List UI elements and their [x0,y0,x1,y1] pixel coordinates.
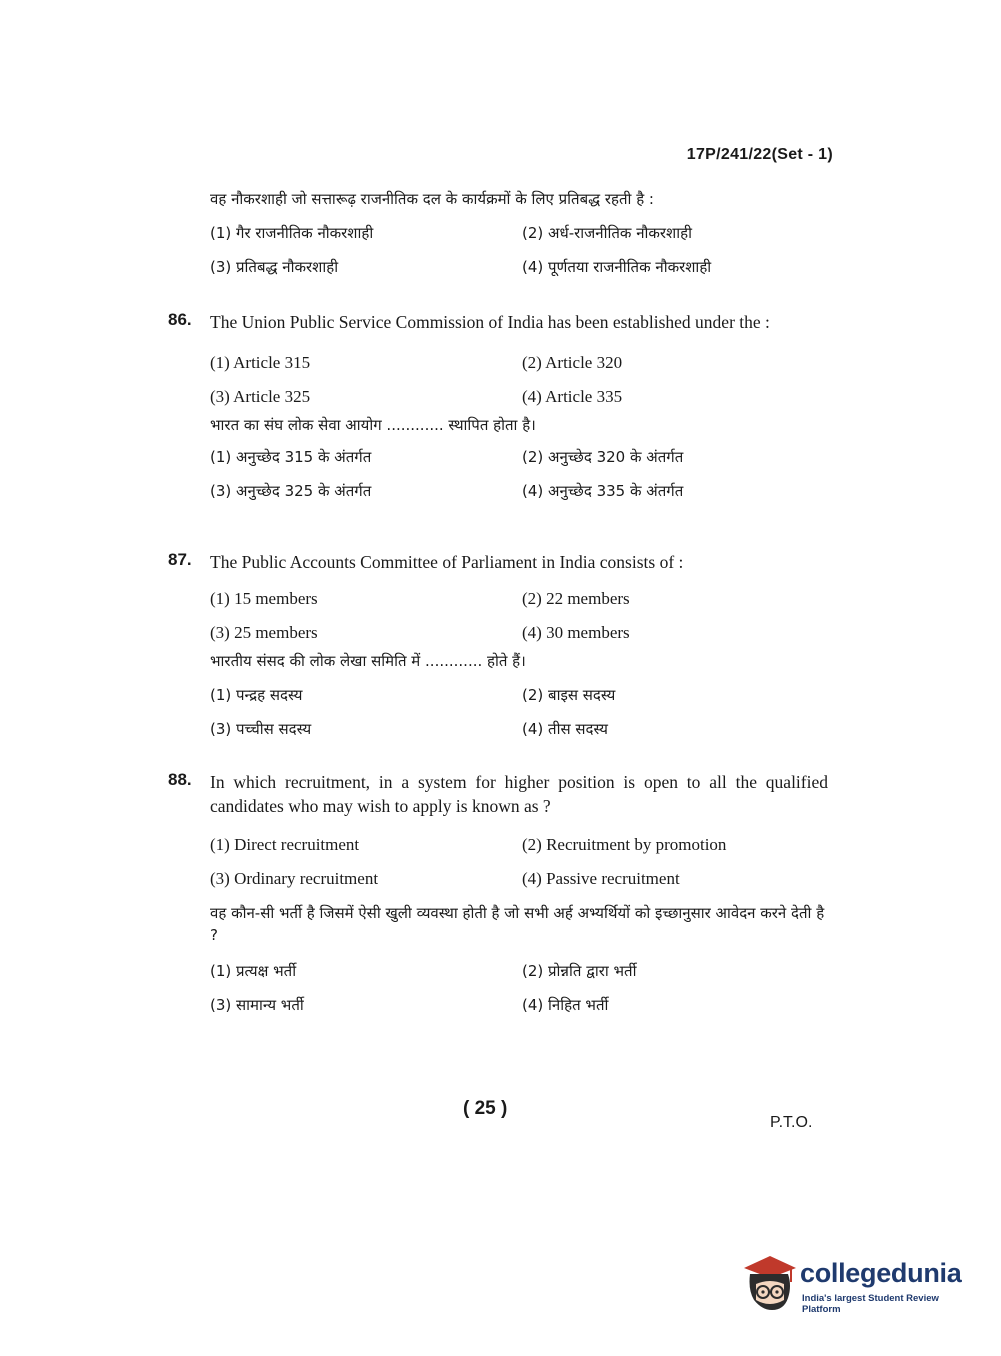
question-87 [168,550,828,746]
question-text: In which recruitment, in a system for higher position is open to all the qualified candidates who may wish to apply is known as ? [210,772,828,816]
option: (2) बाइस सदस्य [522,686,616,704]
question-options [210,582,828,650]
option: (4) अनुच्छेद 335 के अंतर्गत [522,482,684,500]
option: (2) प्रोन्नति द्वारा भर्ती [522,962,637,980]
option: (2) Recruitment by promotion [522,835,727,854]
question-text: The Union Public Service Commission of India has been established under the : [210,312,770,332]
page-number: ( 25 ) [463,1098,508,1119]
paper-code: 17P/241/22(Set - 1) [686,146,833,163]
option: (4) Passive recruitment [522,869,680,888]
question-number: 88. [168,770,192,789]
option: (3) प्रतिबद्ध नौकरशाही [210,258,339,276]
logo-tagline: India's largest Student Review Platform [802,1293,939,1315]
option: (1) अनुच्छेद 315 के अंतर्गत [210,448,372,466]
option: (4) निहित भर्ती [522,996,609,1014]
question-86 [168,310,828,508]
prev-question-block [168,188,828,284]
option: (3) Ordinary recruitment [210,869,379,888]
option: (1) पन्द्रह सदस्य [210,686,303,704]
option: (2) Article 320 [522,353,623,372]
collegedunia-logo [740,1250,970,1320]
question-hindi-text: भारत का संघ लोक सेवा आयोग ............ स्थापित होता है। [210,416,536,434]
option: (4) तीस सदस्य [522,720,608,738]
question-hindi-text: वह कौन-सी भर्ती है जिसमें ऐसी खुली व्यवस्था होती है जो सभी अर्ह अभ्यर्थियों को इच्छानुसार आवेदन करने देती है ? [210,904,825,944]
option: (4) पूर्णतया राजनीतिक नौकरशाही [522,258,712,276]
option: (1) Direct recruitment [210,835,360,854]
logo-wordmark: collegedunia [800,1258,962,1288]
question-hindi-options [210,678,828,746]
question-options [210,346,828,414]
option: (4) Article 335 [522,387,623,406]
option: (2) 22 members [522,589,630,608]
option: (3) अनुच्छेद 325 के अंतर्गत [210,482,372,500]
pto-label: P.T.O. [770,1114,813,1131]
question-number: 87. [168,550,192,569]
question-hindi-options [210,440,828,508]
question-text: The Public Accounts Committee of Parliament in India consists of : [210,552,684,572]
prev-question-hindi-options [210,216,828,284]
option: (3) 25 members [210,623,318,642]
option: (3) सामान्य भर्ती [210,996,304,1014]
question-hindi-text: भारतीय संसद की लोक लेखा समिति में ............ होते हैं। [210,652,526,670]
option: (1) प्रत्यक्ष भर्ती [210,962,297,980]
option: (1) 15 members [210,589,318,608]
option: (3) Article 325 [210,387,311,406]
question-88 [168,770,828,1022]
question-number: 86. [168,310,192,329]
option: (2) अर्ध-राजनीतिक नौकरशाही [522,224,692,242]
option: (2) अनुच्छेद 320 के अंतर्गत [522,448,684,466]
prev-question-hindi-text: वह नौकरशाही जो सत्तारूढ़ राजनीतिक दल के कार्यक्रमों के लिए प्रतिबद्ध रहती है : [210,190,654,208]
option: (1) Article 315 [210,353,311,372]
option: (3) पच्चीस सदस्य [210,720,312,738]
option: (4) 30 members [522,623,630,642]
question-options [210,828,828,896]
student-mascot-icon [740,1254,798,1314]
question-hindi-options [210,954,828,1022]
option: (1) गैर राजनीतिक नौकरशाही [210,224,374,242]
